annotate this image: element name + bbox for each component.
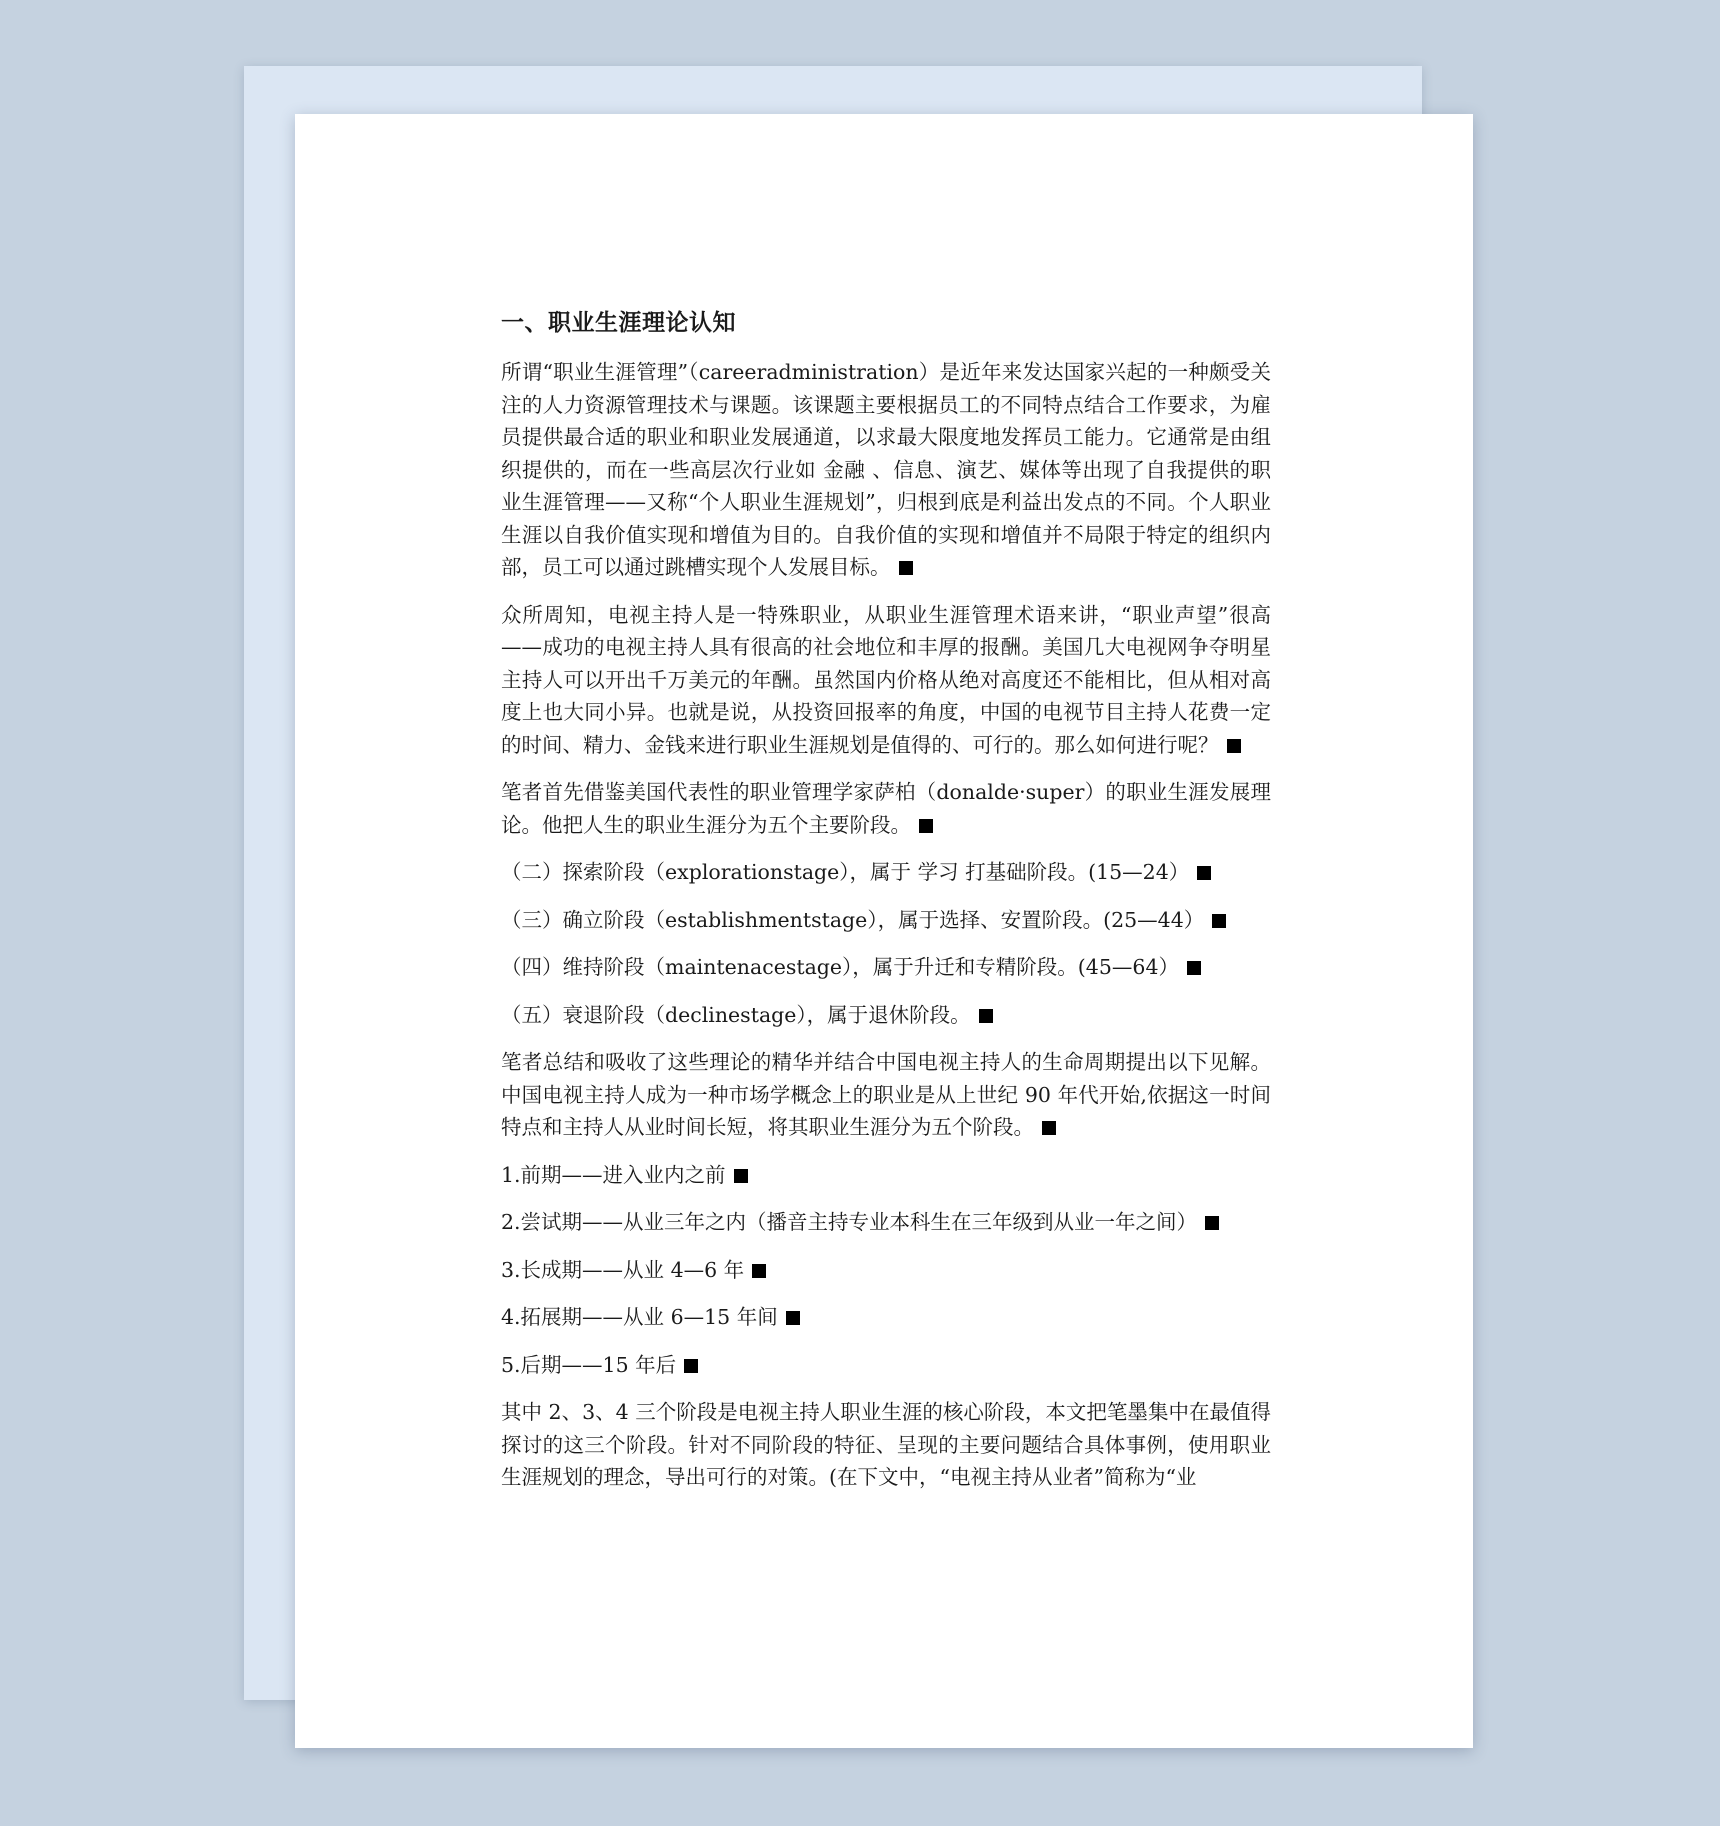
- paragraph-end-marker-icon: [734, 1169, 748, 1183]
- period-item-3: 3.长成期——从业 4—6 年: [501, 1254, 1271, 1287]
- paragraph-end-marker-icon: [1227, 739, 1241, 753]
- paragraph-end-marker-icon: [786, 1311, 800, 1325]
- paragraph-end-marker-icon: [1212, 914, 1226, 928]
- paragraph-end-marker-icon: [919, 819, 933, 833]
- stage-item-exploration: （二）探索阶段（explorationstage），属于 学习 打基础阶段。(15—24）: [501, 856, 1271, 889]
- document-body: [501, 307, 1271, 1509]
- paragraph-end-marker-icon: [979, 1009, 993, 1023]
- period-item-1: 1.前期——进入业内之前: [501, 1159, 1271, 1192]
- stage-item-maintenance: （四）维持阶段（maintenacestage），属于升迁和专精阶段。(45—64）: [501, 951, 1271, 984]
- paragraph-end-marker-icon: [684, 1359, 698, 1373]
- paragraph-end-marker-icon: [1205, 1216, 1219, 1230]
- period-item-2: 2.尝试期——从业三年之内（播音主持专业本科生在三年级到从业一年之间）: [501, 1206, 1271, 1239]
- paragraph-end-marker-icon: [1042, 1121, 1056, 1135]
- paragraph-core-stages: 其中 2、3、4 三个阶段是电视主持人职业生涯的核心阶段，本文把笔墨集中在最值得探讨的这三个阶段。针对不同阶段的特征、呈现的主要问题结合具体事例，使用职业生涯规划的理念，导出可行的对策。(在下文中，“电视主持从业者”简称为“业: [501, 1400, 1271, 1489]
- paragraph-super-theory: 笔者首先借鉴美国代表性的职业管理学家萨柏（donalde·super）的职业生涯发展理论。他把人生的职业生涯分为五个主要阶段。: [501, 780, 1271, 837]
- section-heading: 一、职业生涯理论认知: [501, 309, 736, 336]
- document-page: [295, 114, 1473, 1748]
- paragraph-end-marker-icon: [899, 561, 913, 575]
- paragraph-end-marker-icon: [1187, 961, 1201, 975]
- paragraph-tv-host: 众所周知，电视主持人是一特殊职业，从职业生涯管理术语来讲，“职业声望”很高——成功的电视主持人具有很高的社会地位和丰厚的报酬。美国几大电视网争夺明星主持人可以开出千万美元的年酬。虽然国内价格从绝对高度还不能相比，但从相对高度上也大同小异。也就是说，从投资回报率的角度，中国的电视节目主持人花费一定的时间、精力、金钱来进行职业生涯规划是值得的、可行的。那么如何进行呢？: [501, 602, 1271, 757]
- period-item-4: 4.拓展期——从业 6—15 年间: [501, 1301, 1271, 1334]
- paragraph-summary: 笔者总结和吸收了这些理论的精华并结合中国电视主持人的生命周期提出以下见解。中国电视主持人成为一种市场学概念上的职业是从上世纪 90 年代开始,依据这一时间特点和主持人从业时间长短，将其职业生涯分为五个阶段。: [501, 1050, 1271, 1139]
- period-item-5: 5.后期——15 年后: [501, 1349, 1271, 1382]
- paragraph-career-management: 所谓“职业生涯管理”（careeradministration）是近年来发达国家兴起的一种颇受关注的人力资源管理技术与课题。该课题主要根据员工的不同特点结合工作要求，为雇员提供最合适的职业和职业发展通道，以求最大限度地发挥员工能力。它通常是由组织提供的，而在一些高层次行业如 金融 、信息、演艺、媒体等出现了自我提供的职业生涯管理——又称“个人职业生涯规划”，归根到底是利益出发点的不同。个人职业生涯以自我价值实现和增值为目的。自我价值的实现和增值并不局限于特定的组织内部，员工可以通过跳槽实现个人发展目标。: [501, 360, 1271, 579]
- stage-item-decline: （五）衰退阶段（declinestage），属于退休阶段。: [501, 999, 1271, 1032]
- paragraph-end-marker-icon: [752, 1264, 766, 1278]
- paragraph-end-marker-icon: [1197, 866, 1211, 880]
- stage-item-establishment: （三）确立阶段（establishmentstage），属于选择、安置阶段。(25—44）: [501, 904, 1271, 937]
